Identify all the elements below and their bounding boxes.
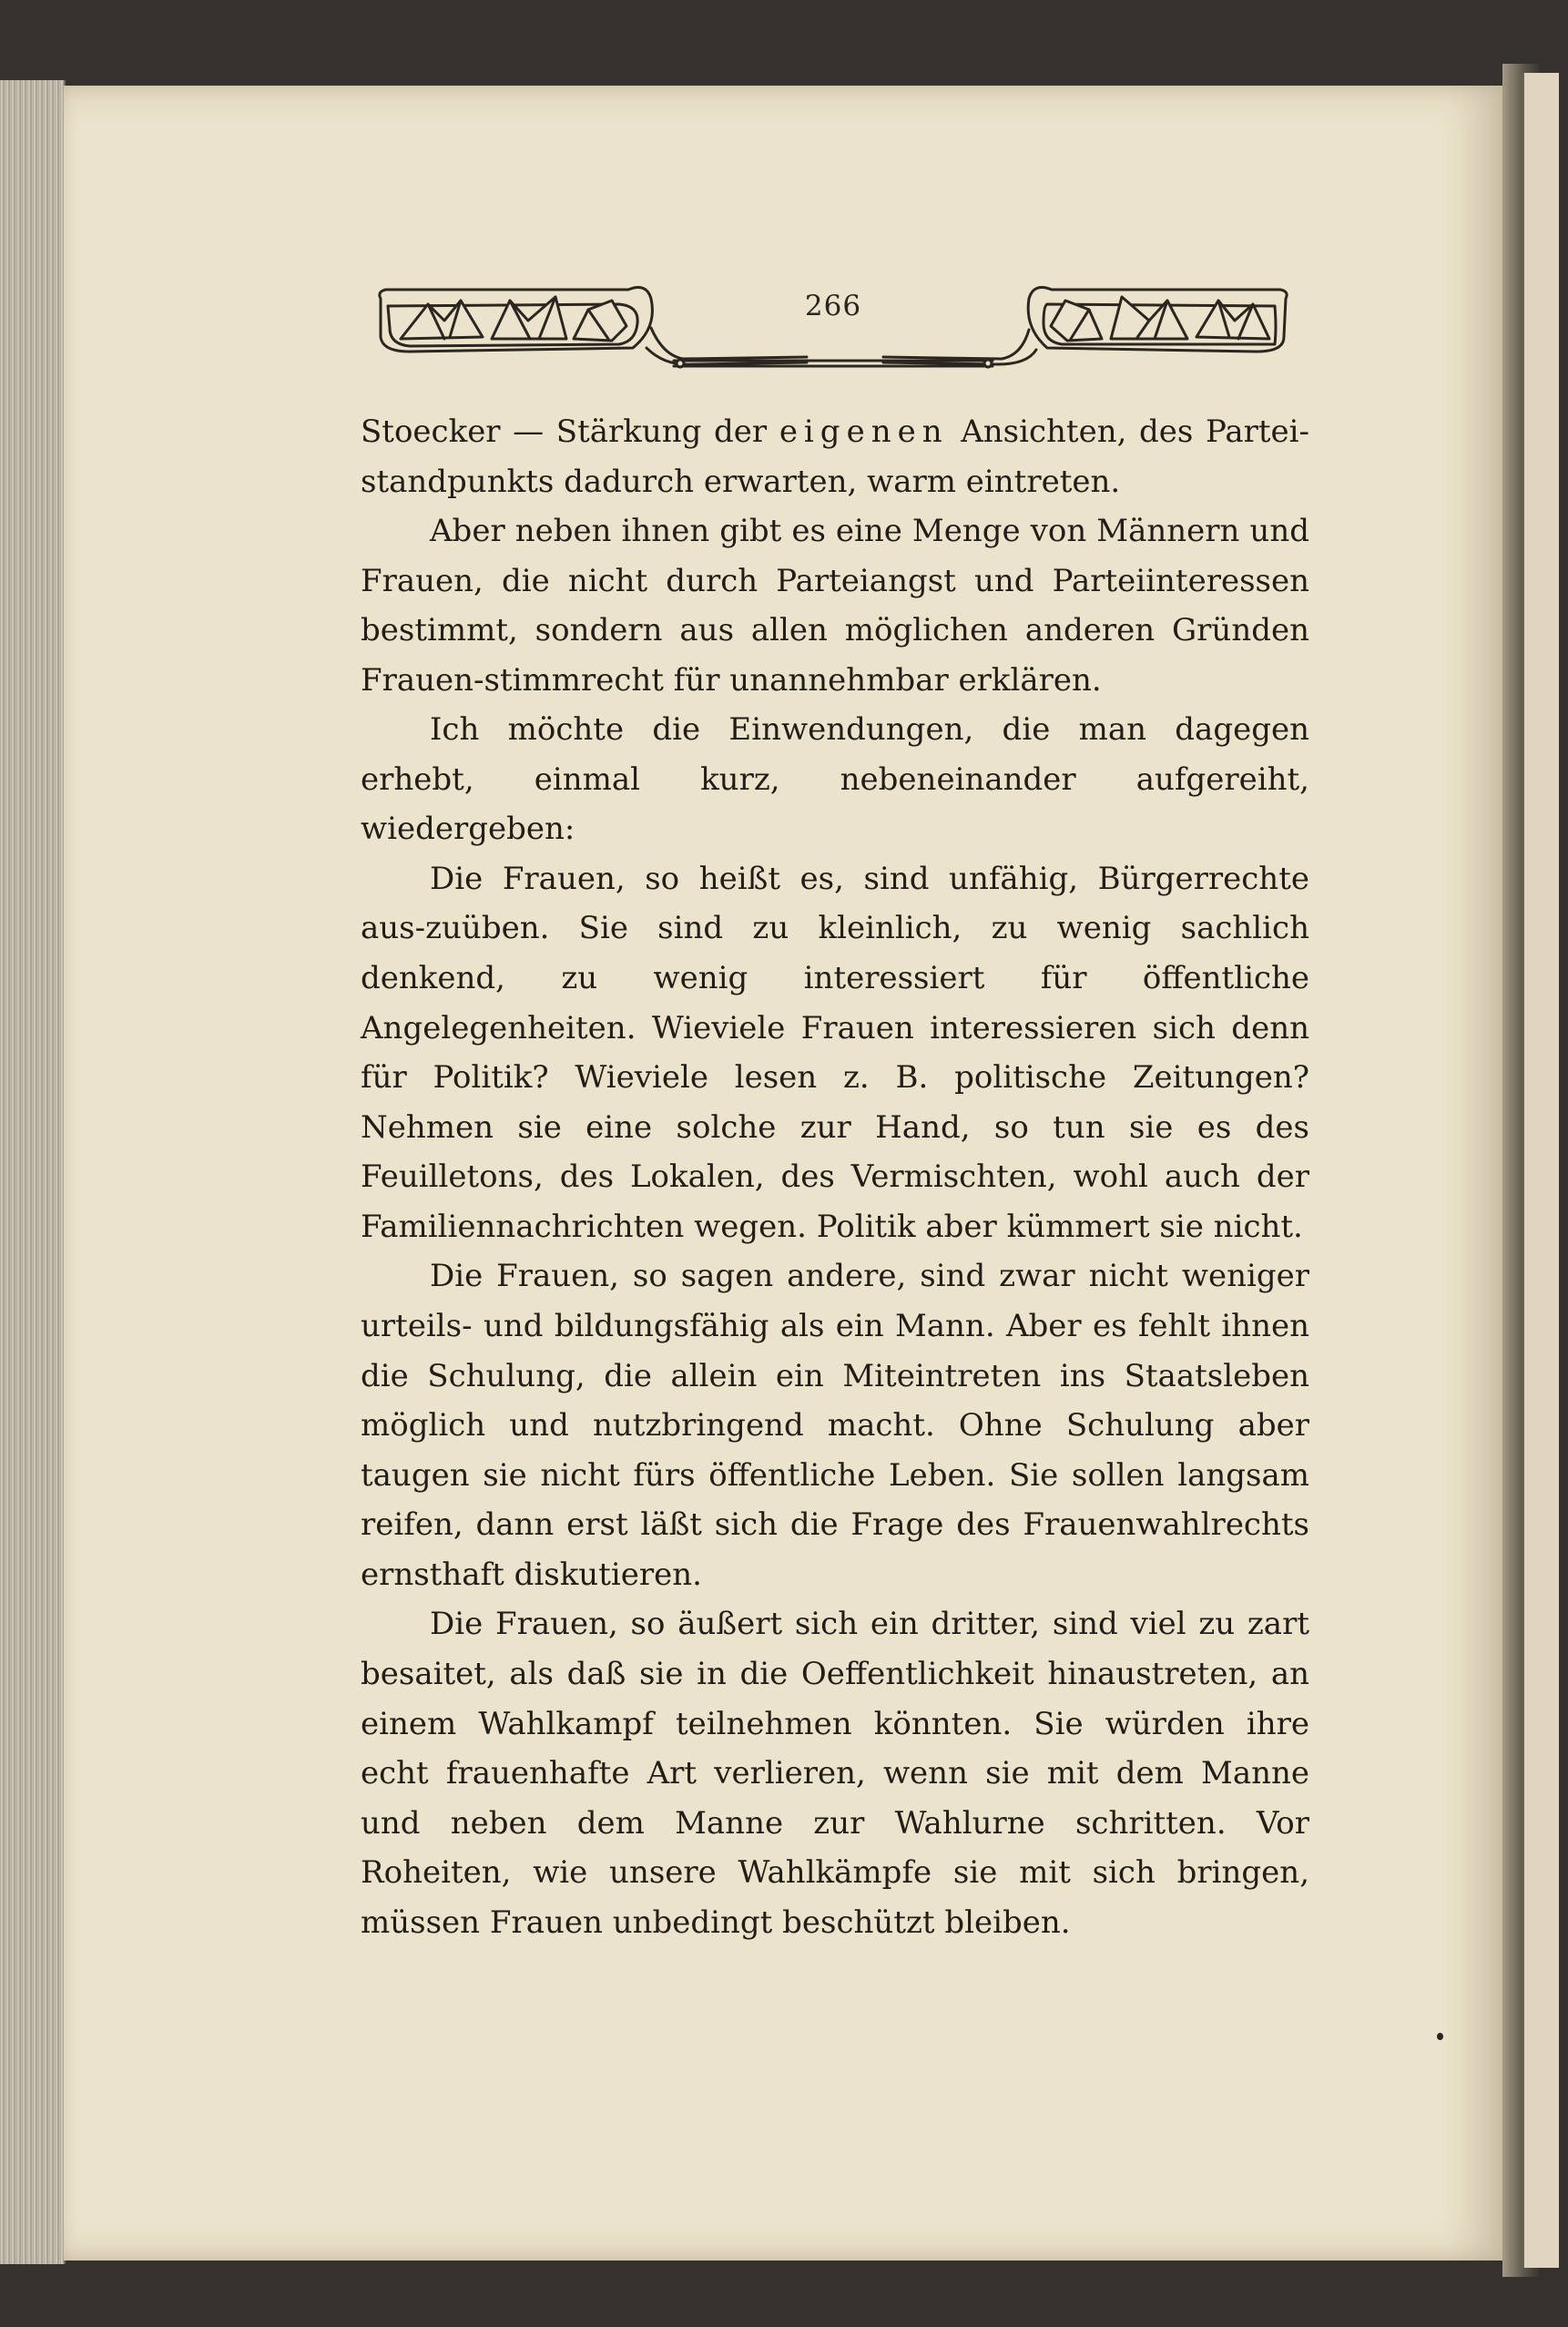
page-number: 266 bbox=[804, 290, 862, 322]
facing-page-edge bbox=[1522, 73, 1559, 2268]
emphasized-word: eigenen bbox=[779, 413, 949, 450]
paragraph-text-end: Ansichten, des Partei-standpunkts dadurch erwarten, warm eintreten. bbox=[361, 413, 1310, 500]
paragraph: Die Frauen, so äußert sich ein dritter, sind viel zu zart besaitet, als daß sie in die Oeffentlichkeit hinaustreten, an einem Wahlkampf teilnehmen könnten. Sie würden ihre echt frauenhafte Art verlieren, wenn sie mit dem Manne und neben dem Manne zur Wahlurne schritten. Vor Roheiten, wie unsere Wahlkämpfe sie mit sich bringen, müssen Frauen unbedingt beschützt bleiben. bbox=[361, 1606, 1309, 1941]
ink-speck bbox=[1437, 2033, 1443, 2040]
stacked-page-edges bbox=[0, 80, 66, 2264]
paragraph-text-start: Stoecker — Stärkung der bbox=[361, 413, 779, 450]
paragraph: Die Frauen, so heißt es, sind unfähig, Bürgerrechte aus-zuüben. Sie sind zu kleinlich, zu wenig sachlich denkend, zu wenig interessiert für öffentliche Angelegenheiten. Wieviele Frauen interessieren sich denn für Politik? Wieviele lesen z. B. politische Zeitungen? Nehmen sie eine solche zur Hand, so tun sie es des Feuilletons, des Lokalen, des Vermischten, wohl auch der Familiennachrichten wegen. Politik aber kümmert sie nicht. bbox=[361, 860, 1309, 1245]
paragraph: Aber neben ihnen gibt es eine Menge von Männern und Frauen, die nicht durch Parteiangst und Parteiinteressen bestimmt, sondern aus allen möglichen anderen Gründen Frauen-stimmrecht für unannehmbar erklären. bbox=[361, 513, 1309, 699]
paragraph: Ich möchte die Einwendungen, die man dagegen erhebt, einmal kurz, nebeneinander aufgereiht, wiedergeben: bbox=[361, 711, 1309, 848]
body-text bbox=[361, 407, 1309, 1947]
paragraph-continuation bbox=[361, 407, 1309, 506]
page-header bbox=[373, 273, 1293, 381]
paragraph: Die Frauen, so sagen andere, sind zwar nicht weniger urteils- und bildungsfähig als ein Mann. Aber es fehlt ihnen die Schulung, die allein ein Miteintreten ins Staatsleben möglich und nutzbringend macht. Ohne Schulung aber taugen sie nicht fürs öffentliche Leben. Sie sollen langsam reifen, dann erst läßt sich die Frage des Frauenwahlrechts ernsthaft diskutieren. bbox=[361, 1258, 1309, 1593]
